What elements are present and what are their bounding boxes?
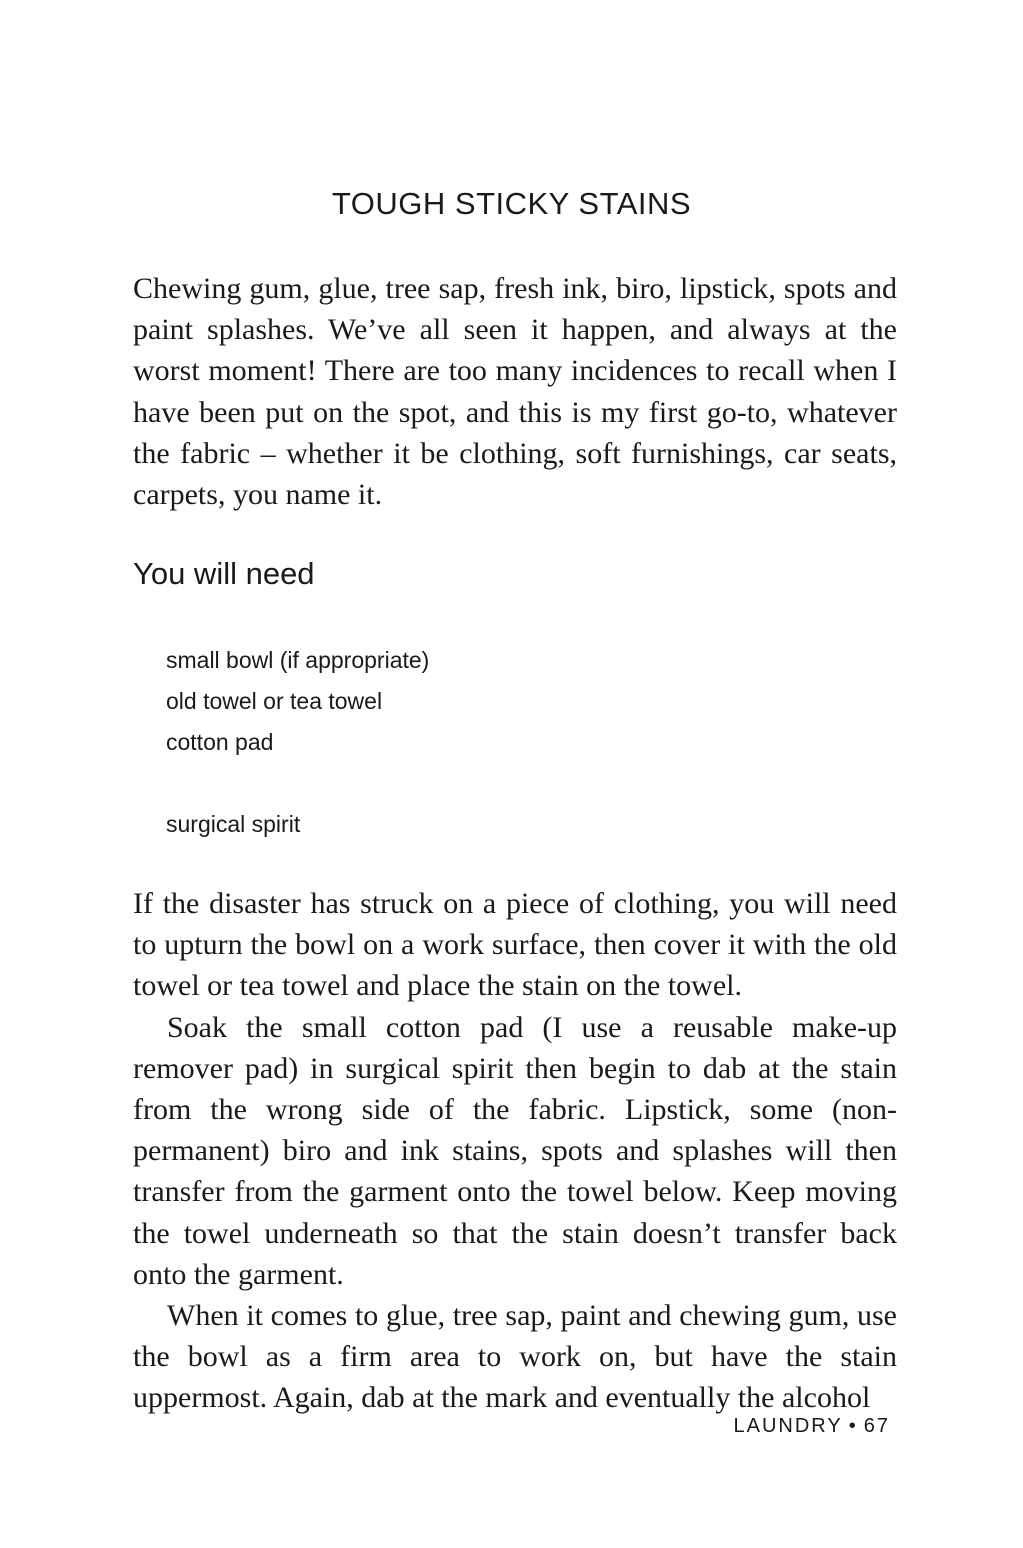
list-item: surgical spirit	[166, 811, 301, 837]
list-item: cotton pad	[166, 729, 274, 755]
page-title: TOUGH STICKY STAINS	[331, 186, 692, 221]
list-item: small bowl (if appropriate)	[166, 647, 430, 673]
body-paragraph: If the disaster has struck on a piece of clothing, you will need to upturn the bowl on a work surface, then cover it with the old towel or tea towel and place the stain on the towel.	[133, 887, 897, 1003]
footer-separator: •	[848, 1415, 858, 1437]
materials-list	[166, 640, 429, 845]
list-item: old towel or tea towel	[166, 688, 383, 714]
intro-paragraph: Chewing gum, glue, tree sap, fresh ink, biro, lipstick, spots and paint splashes. We’ve all seen it happen, and always at the worst moment! There are too many incidences to recall when I have been put on the spot, and this is my first go-to, whatever the fabric – whether it be clothing, soft furnishings, car seats, carpets, you name it.	[133, 272, 897, 512]
footer-section-label: LAUNDRY	[733, 1415, 843, 1437]
page-number: 67	[863, 1415, 890, 1437]
body-paragraph: When it comes to glue, tree sap, paint and chewing gum, use the bowl as a firm area to work on, but have the stain uppermost. Again, dab at the mark and eventually the alcohol	[133, 1299, 897, 1415]
running-footer	[734, 1411, 890, 1441]
instructions-section	[133, 883, 897, 1419]
you-will-need-heading: You will need	[133, 556, 315, 591]
intro-section	[133, 268, 897, 515]
body-paragraph: Soak the small cotton pad (I use a reusable make-up remover pad) in surgical spirit then begin to dab at the stain from the wrong side of the fabric. Lipstick, some (non-permanent) biro and ink stains, spots and splashes will then transfer from the garment onto the towel below. Keep moving the towel underneath so that the stain doesn’t transfer back onto the garment.	[133, 1010, 897, 1291]
